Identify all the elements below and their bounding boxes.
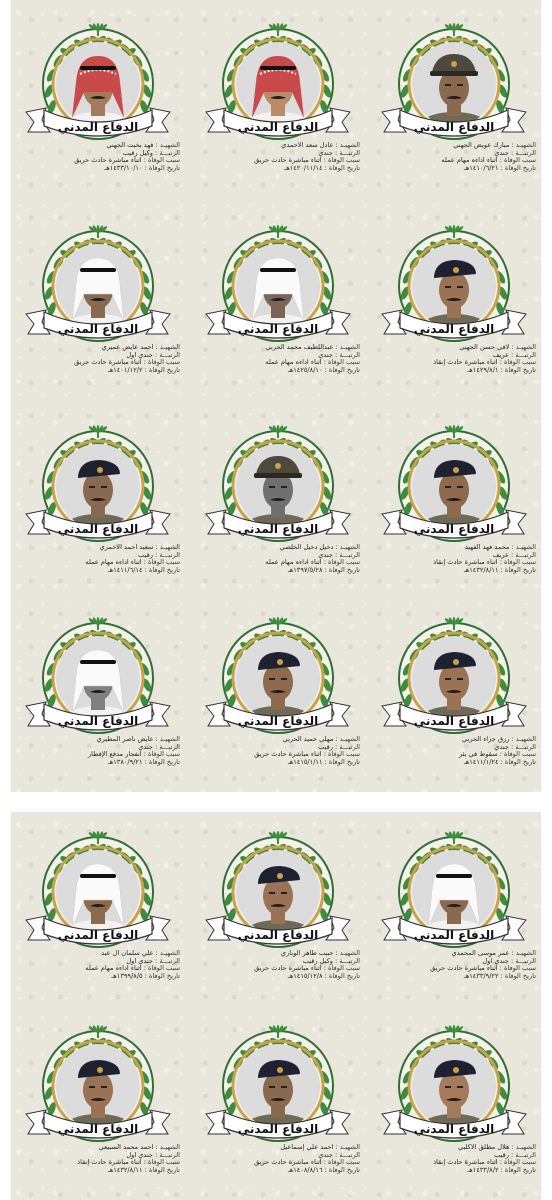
martyr-date — [196, 567, 360, 575]
martyr-rank-value: جندي أول — [126, 957, 153, 965]
emblem-title: الدفاع المدني — [57, 522, 139, 536]
martyr-date-label: تاريخ الوفاة : — [498, 366, 536, 374]
martyr-cause-label: سبب الوفاة : — [321, 751, 360, 759]
martyr-date — [16, 1167, 180, 1175]
martyr-rank-value: جندي — [318, 1151, 333, 1159]
martyr-date-value: ١٤٠٨/٨/١٦هـ — [287, 1166, 323, 1174]
martyr-date — [196, 165, 360, 173]
martyr-date-value: ١٣٨٠/٩/٢١هـ — [107, 758, 143, 766]
martyr-cause-label: سبب الوفاة : — [497, 1159, 536, 1167]
martyr-rank-label: الرتبـــة : — [332, 551, 360, 559]
martyr-name — [372, 142, 536, 150]
martyr-date — [196, 367, 360, 375]
martyr-rank — [372, 1152, 536, 1160]
martyr-name-label: الشهيـد : — [333, 544, 360, 551]
martyr-date-label: تاريخ الوفاة : — [142, 164, 180, 172]
martyr-name — [16, 344, 180, 352]
martyr-date-label: تاريخ الوفاة : — [322, 566, 360, 574]
martyr-rank — [196, 352, 360, 360]
martyr-cause-value: أثناء مباشرة حادث إنقاذ — [433, 559, 498, 567]
martyr-date — [16, 973, 180, 981]
martyr-date — [16, 759, 180, 767]
martyr-name-label: الشهيـد : — [509, 736, 536, 743]
martyr-cause-value: أثناء أداءه مهام عمله — [85, 965, 142, 973]
martyr-name-value: عايض ناصر المطيري — [96, 736, 154, 743]
emblem-title: الدفاع المدني — [413, 322, 495, 336]
martyr-rank-value: جندي — [494, 149, 509, 157]
martyr-info — [372, 344, 536, 374]
martyr-date — [372, 1167, 536, 1175]
martyr-cause-label: سبب الوفاة : — [141, 157, 180, 165]
civil-defense-emblem — [10, 424, 186, 544]
martyr-rank — [16, 552, 180, 560]
badge-icon — [275, 463, 281, 469]
martyr-name-value: عادل سعد الأحمدي — [281, 142, 334, 149]
martyr-rank-label: الرتبـــة : — [332, 351, 360, 359]
martyr-date-value: ١٣٩٧/٥/٢٨هـ — [287, 566, 323, 574]
martyr-name-label: الشهيـد : — [153, 736, 180, 743]
martyr-info — [372, 736, 536, 766]
martyr-cause-value: سقوط في بئر — [458, 751, 498, 759]
martyr-rank — [196, 744, 360, 752]
martyr-date — [372, 165, 536, 173]
martyr-card — [366, 616, 542, 812]
civil-defense-emblem — [10, 22, 186, 142]
martyr-date-label: تاريخ الوفاة : — [142, 972, 180, 980]
martyr-date-value: ١٤٠١/١٢/٢هـ — [107, 366, 143, 374]
martyr-rank-value: رقيب — [138, 551, 153, 559]
civil-defense-emblem — [190, 224, 366, 344]
martyr-card — [190, 424, 366, 620]
martyr-date-value: ١٤٢٥/٨/١٠هـ — [287, 366, 323, 374]
martyr-date-value: ١٤١٥/١/١١هـ — [287, 758, 323, 766]
martyr-cause — [372, 559, 536, 567]
badge-icon — [277, 659, 283, 665]
martyr-rank-label: الرتبـــة : — [508, 351, 536, 359]
martyr-cause — [372, 751, 536, 759]
martyr-cause-value: أثناء أداءه مهام عمله — [441, 157, 498, 165]
martyr-name — [16, 142, 180, 150]
martyr-name-value: عبداللطيف محمد الحربي — [265, 344, 334, 351]
martyr-info — [372, 544, 536, 574]
martyr-name-label: الشهيـد : — [509, 544, 536, 551]
martyr-info — [16, 142, 180, 172]
martyr-info — [16, 544, 180, 574]
martyr-date-value: ١٤١٠/٦/٢١هـ — [463, 164, 499, 172]
martyr-cause — [16, 559, 180, 567]
martyr-rank-value: جندي — [318, 551, 333, 559]
martyr-rank-value: جندي — [138, 743, 153, 751]
badge-icon — [453, 1067, 459, 1073]
martyr-name-value: أحمد عايض عميري — [101, 344, 154, 351]
martyr-date-value: ١٤١١/١/٢٤هـ — [463, 758, 499, 766]
martyr-date-label: تاريخ الوفاة : — [142, 566, 180, 574]
martyr-cause — [372, 157, 536, 165]
civil-defense-emblem — [190, 22, 366, 142]
martyr-date — [16, 367, 180, 375]
martyr-name-label: الشهيـد : — [153, 950, 180, 957]
martyr-rank — [196, 552, 360, 560]
martyr-info — [196, 544, 360, 574]
martyr-name — [196, 344, 360, 352]
martyr-name-label: الشهيـد : — [509, 344, 536, 351]
martyr-cause-value: أثناء أداءه مهام عمله — [85, 559, 142, 567]
martyr-rank-value: جندي أول — [126, 351, 153, 359]
martyr-name — [196, 544, 360, 552]
martyr-rank — [372, 352, 536, 360]
martyr-date — [372, 973, 536, 981]
civil-defense-emblem — [190, 616, 366, 736]
martyr-cause — [16, 965, 180, 973]
martyr-date — [196, 973, 360, 981]
martyr-date-label: تاريخ الوفاة : — [322, 972, 360, 980]
badge-icon — [453, 659, 459, 665]
martyr-cause — [16, 359, 180, 367]
martyr-card — [10, 22, 186, 218]
martyr-date-label: تاريخ الوفاة : — [498, 758, 536, 766]
civil-defense-emblem — [190, 1024, 366, 1144]
martyr-cause-label: سبب الوفاة : — [321, 559, 360, 567]
civil-defense-emblem — [366, 22, 542, 142]
martyr-name-value: أحمد محمد السبيعي — [98, 1144, 154, 1151]
martyr-cause-label: سبب الوفاة : — [141, 359, 180, 367]
martyr-rank-value: جندي — [318, 351, 333, 359]
badge-icon — [277, 1067, 283, 1073]
martyr-info — [16, 950, 180, 980]
civil-defense-emblem — [190, 424, 366, 544]
civil-defense-emblem — [366, 616, 542, 736]
martyr-name — [16, 736, 180, 744]
martyr-rank — [196, 150, 360, 158]
martyr-date-value: ١٤٣٢/٨/١١هـ — [463, 566, 499, 574]
martyr-cause — [196, 965, 360, 973]
martyr-cause-label: سبب الوفاة : — [321, 359, 360, 367]
martyr-rank-label: الرتبـــة : — [332, 1151, 360, 1159]
martyr-cause-label: سبب الوفاة : — [141, 1159, 180, 1167]
emblem-title: الدفاع المدني — [237, 928, 319, 942]
martyr-rank — [16, 352, 180, 360]
martyr-name-value: لافي حسن الجهني — [459, 344, 510, 351]
martyr-cause-value: أثناء مباشرة حادث حريق — [74, 359, 142, 367]
martyr-name-value: فهد بخيت الجهني — [106, 142, 154, 149]
martyr-cause-label: سبب الوفاة : — [141, 751, 180, 759]
martyr-name-value: مهلي حميد الحربي — [282, 736, 334, 743]
badge-icon — [453, 267, 459, 273]
badge-icon — [97, 467, 103, 473]
martyr-rank-value: جندي — [318, 149, 333, 157]
martyr-card — [190, 830, 366, 1026]
civil-defense-emblem — [10, 616, 186, 736]
martyr-cause-value: أثناء مباشرة حادث حريق — [254, 751, 322, 759]
martyr-rank-label: الرتبـــة : — [152, 1151, 180, 1159]
martyr-date-label: تاريخ الوفاة : — [142, 366, 180, 374]
martyr-cause-label: سبب الوفاة : — [321, 965, 360, 973]
emblem-title: الدفاع المدني — [237, 522, 319, 536]
martyr-cause — [16, 751, 180, 759]
martyr-info — [196, 1144, 360, 1174]
martyr-name-value: عمر موسى المحمدي — [451, 950, 510, 957]
martyr-rank-label: الرتبـــة : — [508, 743, 536, 751]
civil-defense-emblem — [366, 424, 542, 544]
martyr-card — [366, 830, 542, 1026]
martyr-name — [16, 1144, 180, 1152]
martyr-rank-value: عريف — [492, 351, 509, 359]
martyr-date-label: تاريخ الوفاة : — [498, 1166, 536, 1174]
martyr-cause — [372, 359, 536, 367]
martyr-rank-label: الرتبـــة : — [152, 957, 180, 965]
martyr-rank-value: وكيل رقيب — [302, 957, 333, 965]
martyr-rank-value: جندي أول — [482, 957, 509, 965]
emblem-title: الدفاع المدني — [413, 120, 495, 134]
martyr-rank-label: الرتبـــة : — [508, 149, 536, 157]
martyr-card — [366, 22, 542, 218]
martyr-info — [372, 950, 536, 980]
martyr-cause — [196, 1159, 360, 1167]
martyr-cause — [372, 965, 536, 973]
martyr-cause-value: أثناء مباشرة حادث حريق — [430, 965, 498, 973]
badge-icon — [97, 1067, 103, 1073]
emblem-title: الدفاع المدني — [413, 928, 495, 942]
martyr-rank — [196, 1152, 360, 1160]
martyr-cause-value: أثناء مباشرة حادث إنقاذ — [433, 1159, 498, 1167]
martyr-rank-label: الرتبـــة : — [332, 743, 360, 751]
martyr-date — [372, 367, 536, 375]
martyr-cause-value: أثناء مباشرة حادث حريق — [254, 965, 322, 973]
martyr-name-value: محمد فهد الفهيد — [464, 544, 510, 551]
martyr-cause-label: سبب الوفاة : — [141, 965, 180, 973]
martyr-name — [372, 736, 536, 744]
martyr-rank-label: الرتبـــة : — [152, 551, 180, 559]
civil-defense-emblem — [366, 224, 542, 344]
martyr-rank-value: عريف — [492, 551, 509, 559]
martyr-card — [366, 224, 542, 420]
martyr-cause-label: سبب الوفاة : — [321, 1159, 360, 1167]
martyr-card — [10, 830, 186, 1026]
emblem-title: الدفاع المدني — [57, 928, 139, 942]
martyr-date-value: ١٤٣٢/٨/١١هـ — [107, 1166, 143, 1174]
martyr-name-label: الشهيـد : — [333, 950, 360, 957]
martyr-name — [372, 344, 536, 352]
martyr-cause-value: أثناء أداءه مهام عمله — [265, 559, 322, 567]
martyr-rank-label: الرتبـــة : — [508, 1151, 536, 1159]
civil-defense-emblem — [10, 224, 186, 344]
martyr-card — [366, 424, 542, 620]
martyr-rank — [16, 958, 180, 966]
martyr-info — [372, 1144, 536, 1174]
martyr-name — [372, 950, 536, 958]
martyr-date — [16, 165, 180, 173]
martyr-date-value: ١٤٢٩/٨/١هـ — [467, 366, 499, 374]
martyr-name-value: حبيب طاهر الوباري — [280, 950, 334, 957]
martyr-card — [366, 1024, 542, 1200]
martyr-info — [372, 142, 536, 172]
martyr-info — [196, 736, 360, 766]
martyr-name-value: مبارك عويض الجهني — [453, 142, 510, 149]
martyr-cause-value: أثناء مباشرة حادث حريق — [254, 157, 322, 165]
martyr-name — [372, 544, 536, 552]
martyr-rank-label: الرتبـــة : — [152, 149, 180, 157]
civil-defense-emblem — [366, 830, 542, 950]
martyr-cause — [196, 559, 360, 567]
martyr-name-value: هلال مطلق الأكلبي — [458, 1144, 510, 1151]
martyr-rank-label: الرتبـــة : — [508, 551, 536, 559]
martyr-name — [16, 544, 180, 552]
emblem-title: الدفاع المدني — [237, 120, 319, 134]
martyr-date-value: ١٤٣٣/٨/٢هـ — [467, 1166, 499, 1174]
martyr-cause — [372, 1159, 536, 1167]
emblem-title: الدفاع المدني — [413, 1122, 495, 1136]
martyr-rank-label: الرتبـــة : — [508, 957, 536, 965]
martyr-rank — [372, 150, 536, 158]
martyr-date — [372, 567, 536, 575]
martyr-name-label: الشهيـد : — [333, 344, 360, 351]
martyr-date-label: تاريخ الوفاة : — [322, 758, 360, 766]
civil-defense-emblem — [190, 830, 366, 950]
martyr-name-value: رزق جزاء الحربي — [462, 736, 510, 743]
emblem-title: الدفاع المدني — [57, 1122, 139, 1136]
martyr-info — [196, 344, 360, 374]
martyr-date-label: تاريخ الوفاة : — [498, 164, 536, 172]
martyr-cause-label: سبب الوفاة : — [497, 359, 536, 367]
martyr-date-value: ١٤٢٠/١١/١٤هـ — [284, 164, 323, 172]
martyr-rank-label: الرتبـــة : — [152, 351, 180, 359]
martyr-rank-value: رقيب — [318, 743, 333, 751]
emblem-title: الدفاع المدني — [57, 120, 139, 134]
martyr-date-value: ١٤١١/٦/١٤هـ — [107, 566, 143, 574]
martyr-date-label: تاريخ الوفاة : — [498, 566, 536, 574]
martyr-date-label: تاريخ الوفاة : — [142, 1166, 180, 1174]
martyr-cause-label: سبب الوفاة : — [321, 157, 360, 165]
civil-defense-emblem — [10, 830, 186, 950]
martyr-name-value: أحمد علي إسماعيل — [280, 1144, 334, 1151]
martyr-cause — [196, 751, 360, 759]
martyr-name — [196, 736, 360, 744]
martyr-rank — [372, 958, 536, 966]
martyr-rank-label: الرتبـــة : — [332, 957, 360, 965]
martyr-card — [190, 616, 366, 812]
martyr-name-label: الشهيـد : — [333, 1144, 360, 1151]
martyr-name-label: الشهيـد : — [333, 736, 360, 743]
martyr-date — [196, 1167, 360, 1175]
martyr-card — [10, 424, 186, 620]
martyr-cause-value: أثناء مباشرة حادث حريق — [254, 1159, 322, 1167]
martyr-date-label: تاريخ الوفاة : — [142, 758, 180, 766]
martyr-rank — [196, 958, 360, 966]
emblem-title: الدفاع المدني — [237, 322, 319, 336]
martyr-name-value: سعيد أحمد الأحمري — [99, 544, 154, 551]
martyr-rank — [372, 552, 536, 560]
civil-defense-emblem — [10, 1024, 186, 1144]
emblem-title: الدفاع المدني — [237, 1122, 319, 1136]
martyr-card — [190, 22, 366, 218]
martyr-name-label: الشهيـد : — [509, 1144, 536, 1151]
martyr-date-value: ١٣٩٩/٨/٥هـ — [111, 972, 143, 980]
martyr-rank-value: رقيب — [494, 1151, 509, 1159]
martyr-cause-value: أثناء أداءه مهام عمله — [265, 359, 322, 367]
emblem-title: الدفاع المدني — [57, 714, 139, 728]
martyr-cause-value: أثناء مباشرة حادث حريق — [74, 157, 142, 165]
badge-icon — [277, 873, 283, 879]
martyr-cause-label: سبب الوفاة : — [497, 157, 536, 165]
martyr-cause-label: سبب الوفاة : — [141, 559, 180, 567]
martyr-rank-value: وكيل رقيب — [122, 149, 153, 157]
martyr-name-value: دخيل دخيل الخلصي — [279, 544, 334, 551]
martyr-info — [196, 142, 360, 172]
martyr-name-label: الشهيـد : — [509, 950, 536, 957]
martyr-date — [372, 759, 536, 767]
civil-defense-emblem — [366, 1024, 542, 1144]
martyr-date-label: تاريخ الوفاة : — [322, 1166, 360, 1174]
martyr-cause-value: انفجار مدفع الإفطار — [87, 751, 142, 759]
martyr-rank-value: جندي — [494, 743, 509, 751]
martyr-card — [190, 224, 366, 420]
martyr-name — [196, 950, 360, 958]
martyr-date-label: تاريخ الوفاة : — [322, 164, 360, 172]
martyr-name — [372, 1144, 536, 1152]
martyr-card — [10, 1024, 186, 1200]
martyr-rank-label: الرتبـــة : — [332, 149, 360, 157]
martyr-rank — [372, 744, 536, 752]
martyr-rank — [16, 1152, 180, 1160]
martyr-cause-label: سبب الوفاة : — [497, 751, 536, 759]
martyr-name — [196, 142, 360, 150]
martyr-info — [196, 950, 360, 980]
martyr-card — [190, 1024, 366, 1200]
martyr-date — [16, 567, 180, 575]
martyr-name-label: الشهيـد : — [509, 142, 536, 149]
martyr-info — [16, 736, 180, 766]
martyr-info — [16, 344, 180, 374]
martyr-rank-value: جندي أول — [126, 1151, 153, 1159]
martyr-date-value: ١٤٣٣/٩/٢٢هـ — [463, 972, 499, 980]
emblem-title: الدفاع المدني — [57, 322, 139, 336]
martyr-cause-label: سبب الوفاة : — [497, 965, 536, 973]
martyr-card — [10, 224, 186, 420]
martyr-name-label: الشهيـد : — [153, 142, 180, 149]
martyr-card — [10, 616, 186, 812]
martyr-name-value: علي سلمان آل عبد — [101, 950, 154, 957]
martyr-date — [196, 759, 360, 767]
martyr-cause — [196, 157, 360, 165]
martyr-cause — [196, 359, 360, 367]
emblem-title: الدفاع المدني — [237, 714, 319, 728]
martyr-name-label: الشهيـد : — [153, 344, 180, 351]
martyr-cause — [16, 1159, 180, 1167]
martyr-date-label: تاريخ الوفاة : — [498, 972, 536, 980]
martyr-cause-value: أثناء مباشرة حادث إنقاذ — [433, 359, 498, 367]
martyr-name-label: الشهيـد : — [153, 1144, 180, 1151]
martyr-cause-value: أثناء مباشرة حادث إنقاذ — [77, 1159, 142, 1167]
martyr-name — [16, 950, 180, 958]
martyr-cause — [16, 157, 180, 165]
martyr-rank — [16, 150, 180, 158]
emblem-title: الدفاع المدني — [413, 714, 495, 728]
martyr-date-value: ١٤٣٣/١٠/١٠هـ — [104, 164, 143, 172]
badge-icon — [451, 61, 457, 67]
martyr-rank — [16, 744, 180, 752]
martyr-date-label: تاريخ الوفاة : — [322, 366, 360, 374]
martyr-info — [16, 1144, 180, 1174]
badge-icon — [453, 467, 459, 473]
martyr-name — [196, 1144, 360, 1152]
martyr-rank-label: الرتبـــة : — [152, 743, 180, 751]
martyr-cause-label: سبب الوفاة : — [497, 559, 536, 567]
martyr-name-label: الشهيـد : — [333, 142, 360, 149]
emblem-title: الدفاع المدني — [413, 522, 495, 536]
martyr-name-label: الشهيـد : — [153, 544, 180, 551]
martyr-date-value: ١٤١٥/١٢/٨هـ — [287, 972, 323, 980]
